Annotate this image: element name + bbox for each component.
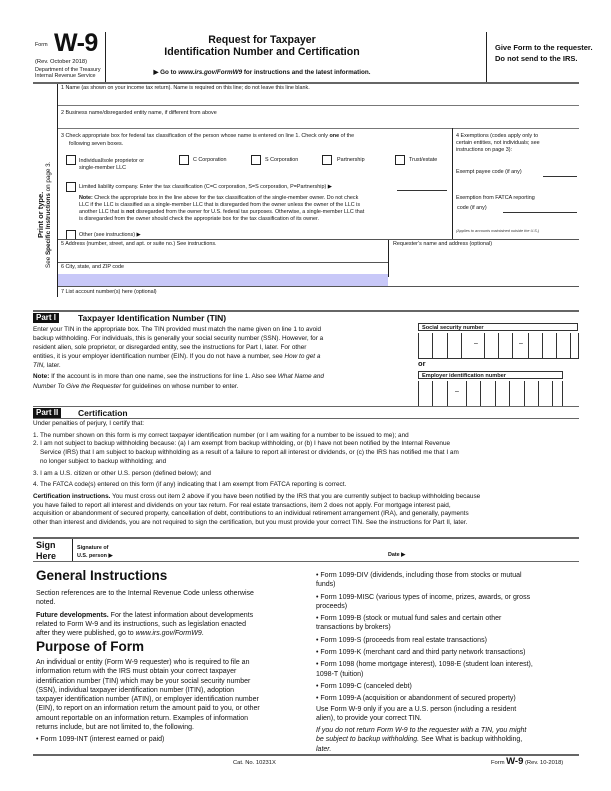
purpose-text: An individual or entity (Form W-9 requester) who is required to file an information return with the IRS must obtain your correct taxpayer identification number (TIN) which may be your social security number (SSN), individual taxpayer identification number (ITIN), adoption taxpayer identification number (ATIN), or employer identification number (EIN), to report on an information return the amount paid to you, or other amount reportable on an information return. Examples of information returns include, but are not limited to, the following. • Form 1099-INT (interest earned or paid) [36, 659, 260, 744]
footer-form-id: Form W-9 (Rev. 10-2018) [491, 756, 564, 767]
checkbox-individual[interactable] [66, 155, 76, 165]
sign-here-label: Sign Here [36, 540, 57, 561]
city-state-zip-input[interactable] [58, 274, 388, 286]
ssn-label: Social security number [418, 323, 578, 331]
label-s-corporation: S Corporation [265, 157, 299, 163]
list-item: • Form 1098 (home mortgage interest), 1098-E (student loan interest), 1098-T (tuition) [316, 661, 533, 678]
line6-label: 6 City, state, and ZIP code [61, 264, 125, 270]
form-revision: (Rev. October 2018) [35, 59, 88, 65]
form-title-line2: Identification Number and Certification [164, 46, 360, 58]
exemptions-divider [452, 128, 453, 240]
list-item: • Form 1099-B (stock or mutual fund sales and certain other transactions by brokers) [316, 615, 502, 632]
exempt-payee-label: Exempt payee code (if any) [456, 169, 522, 175]
rule-line3 [58, 239, 579, 240]
llc-classification-input[interactable] [397, 183, 447, 191]
part1-rule [33, 310, 579, 312]
label-c-corporation: C Corporation [193, 157, 227, 163]
checkbox-trust-estate[interactable] [395, 155, 405, 165]
sign-bottom-rule [33, 561, 579, 562]
footer-rule [33, 754, 579, 756]
rule-line1 [58, 105, 579, 106]
header-divider-right [486, 32, 487, 82]
label-llc: Limited liability company. Enter the tax classification (C=C corporation, S=S corporation, P=Partnership) ▶ [79, 184, 332, 190]
requester-divider [388, 240, 389, 277]
llc-note: Note: Check the appropriate box in the line above for the tax classification of the single-member owner. Do not check LLC if the LLC is classified as a single-member LLC that is disregarded from the owner unless the owner of the LLC is another LLC that is not disregarded from the owner for U.S. federal tax purposes. Otherwise, a single-member LLC that is disregarded from the owner should check the appropriate box for the tax classification of its owner. [79, 195, 365, 222]
checkbox-llc[interactable] [66, 182, 76, 192]
purpose-of-form-heading: Purpose of Form [36, 639, 145, 654]
goto-instructions: ▶ Go to www.irs.gov/FormW9 for instructions and the latest information. [153, 69, 371, 76]
department: Department of the Treasury [35, 67, 101, 73]
list-item: • Form 1099-S (proceeds from real estate transactions) [316, 636, 487, 644]
fatca-code-input[interactable] [503, 205, 577, 213]
date-input[interactable] [410, 545, 575, 559]
us-person-note: Use Form W-9 only if you are a U.S. person (including a resident alien), to provide your correct TIN. [316, 705, 517, 722]
requester-input[interactable] [390, 249, 578, 275]
ein-label: Employer identification number [418, 371, 563, 379]
give-form-notice: Give Form to the requester. Do not send to the IRS. [495, 43, 593, 63]
line3-label-cont: following seven boxes. [69, 141, 124, 147]
line3-label: 3 Check appropriate box for federal tax classification of the person whose name is entered on line 1. Check only one of the [61, 133, 355, 139]
list-item: • Form 1099-C (canceled debt) [316, 682, 412, 690]
fatca-label-1: Exemption from FATCA reporting [456, 195, 535, 201]
catalog-number: Cat. No. 10231X [233, 760, 276, 766]
fatca-label-2: code (if any) [457, 205, 487, 211]
label-partnership: Partnership [337, 157, 365, 163]
part2-badge: Part II [33, 408, 61, 418]
signature-label: Signature of U.S. person ▶ [77, 545, 113, 559]
ssn-input[interactable]: – – [418, 333, 579, 359]
ein-input[interactable]: – [418, 381, 563, 407]
section-references: Section references are to the Internal Revenue Code unless otherwise noted. Future developments. For the latest information about developments related to Form W-9 and its instructions, such as legislation enacted after they were published, go to www.irs.gov/FormW9. [36, 590, 254, 638]
part1-text: Enter your TIN in the appropriate box. The TIN provided must match the name given on line 1 to avoid backup withholding. For individuals, this is generally your social security number (SSN). However, for a resident alien, sole proprietor, or disregarded entity, see the instructions for Part I, later. For other entities, it is your employer identification number (EIN). If you do not have a number, see How to get a TIN, later. Note: If the account is in more than one name, see the instructions for line 1. Also see What Name and Number To Give the Requester for guidelines on whose number to enter. [33, 326, 324, 390]
part2-rule [33, 418, 579, 419]
requester-label: Requester’s name and address (optional) [393, 241, 492, 247]
certification-text: Under penalties of perjury, I certify that: 1. The number shown on this form is my correct taxpayer identification number (or I am waiting for a number to be issued to me); and 2. I am not subject to backup withholding because: (a) I am exempt from backup withholding, or (b) I have not been notified by the Internal Revenue Service (IRS) that I am subject to backup withholding as a result of a failure to report all interest or dividends, or (c) the IRS has notified me that I am no longer subject to backup withholding; and 3. I am a U.S. citizen or other U.S. person (defined below); and 4. The FATCA code(s) entered on this form (if any) indicating that I am exempt from FATCA reporting is correct. Certification instructions. You must cross out item 2 above if you have been notified by the IRS that you are currently subject to backup withholding because you have failed to report all interest and dividends on your tax return. For real estate transactions, item 2 does not apply. For mortgage interest paid, acquisition or abandonment of secured property, cancellation of debt, contributions to an individual retirement arrangement (IRA), and generally, payments other than interest and dividends, you are not required to sign the certification, but you must provide your correct TIN. See the instructions for Part II, later. [33, 420, 481, 527]
business-name-input[interactable] [58, 118, 578, 128]
service: Internal Revenue Service [35, 73, 96, 79]
address-input[interactable] [58, 249, 388, 261]
sign-divider [72, 539, 73, 561]
rule-line5 [58, 262, 388, 263]
form-number: W-9 [54, 29, 98, 57]
see-specific-instructions: See Specific Instructions on page 3. [45, 161, 52, 268]
exemptions-label-3: instructions on page 3): [456, 147, 513, 153]
fatca-note: (Applies to accounts maintained outside the U.S.) [456, 229, 540, 233]
part2-title: Certification [78, 408, 128, 418]
exemptions-label-1: 4 Exemptions (codes apply only to [456, 133, 539, 139]
line7-label: 7 List account number(s) here (optional) [61, 289, 157, 295]
line2-label: 2 Business name/disregarded entity name, if different from above [61, 110, 217, 116]
irs-url-link-2[interactable]: www.irs.gov/FormW9 [135, 630, 202, 638]
exemptions-label-2: certain entities, not individuals; see [456, 140, 540, 146]
form-title-line1: Request for Taxpayer [208, 34, 316, 46]
line5-label: 5 Address (number, street, and apt. or suite no.) See instructions. [61, 241, 217, 247]
checkbox-partnership[interactable] [322, 155, 332, 165]
date-label: Date ▶ [388, 552, 406, 558]
rule-line6 [58, 286, 579, 287]
form-label: Form [35, 42, 48, 48]
part1-badge: Part I [33, 313, 59, 323]
label-individual: Individual/sole proprietor or [79, 158, 145, 164]
header-rule [33, 82, 579, 84]
label-trust-estate: Trust/estate [409, 157, 438, 163]
part2-top-rule [33, 406, 579, 407]
information-returns-list [316, 571, 584, 754]
list-item: • Form 1099-A (acquisition or abandonment of secured property) [316, 695, 516, 703]
account-numbers-input[interactable] [58, 297, 578, 308]
label-other: Other (see instructions) ▶ [79, 232, 141, 238]
sign-top-rule [33, 537, 579, 539]
backup-withholding-warning: If you do not return Form W-9 to the requester with a TIN, you might be subject to backup withholding. See What is backup withholding, later. [316, 727, 527, 753]
name-input[interactable] [58, 93, 578, 104]
list-item: • Form 1099-DIV (dividends, including those from stocks or mutual funds) [316, 572, 522, 589]
irs-url-link[interactable]: www.irs.gov/FormW9 [178, 69, 243, 76]
fields-left-border [57, 84, 58, 297]
line1-label: 1 Name (as shown on your income tax return). Name is required on this line; do not leave this line blank. [61, 85, 310, 91]
general-instructions-heading: General Instructions [36, 568, 168, 583]
rule-line2 [58, 128, 579, 129]
label-individual-2: single-member LLC [79, 165, 127, 171]
list-item: • Form 1099-MISC (various types of income, prizes, awards, or gross proceeds) [316, 593, 531, 610]
list-item: • Form 1099-K (merchant card and third party network transactions) [316, 649, 526, 657]
or-label: or [418, 359, 426, 368]
other-input[interactable] [160, 230, 450, 239]
part1-title: Taxpayer Identification Number (TIN) [78, 313, 227, 323]
print-or-type: Print or type. [36, 191, 45, 238]
checkbox-s-corporation[interactable] [251, 155, 261, 165]
signature-input[interactable] [125, 545, 380, 559]
exempt-payee-input[interactable] [543, 169, 577, 177]
checkbox-c-corporation[interactable] [179, 155, 189, 165]
